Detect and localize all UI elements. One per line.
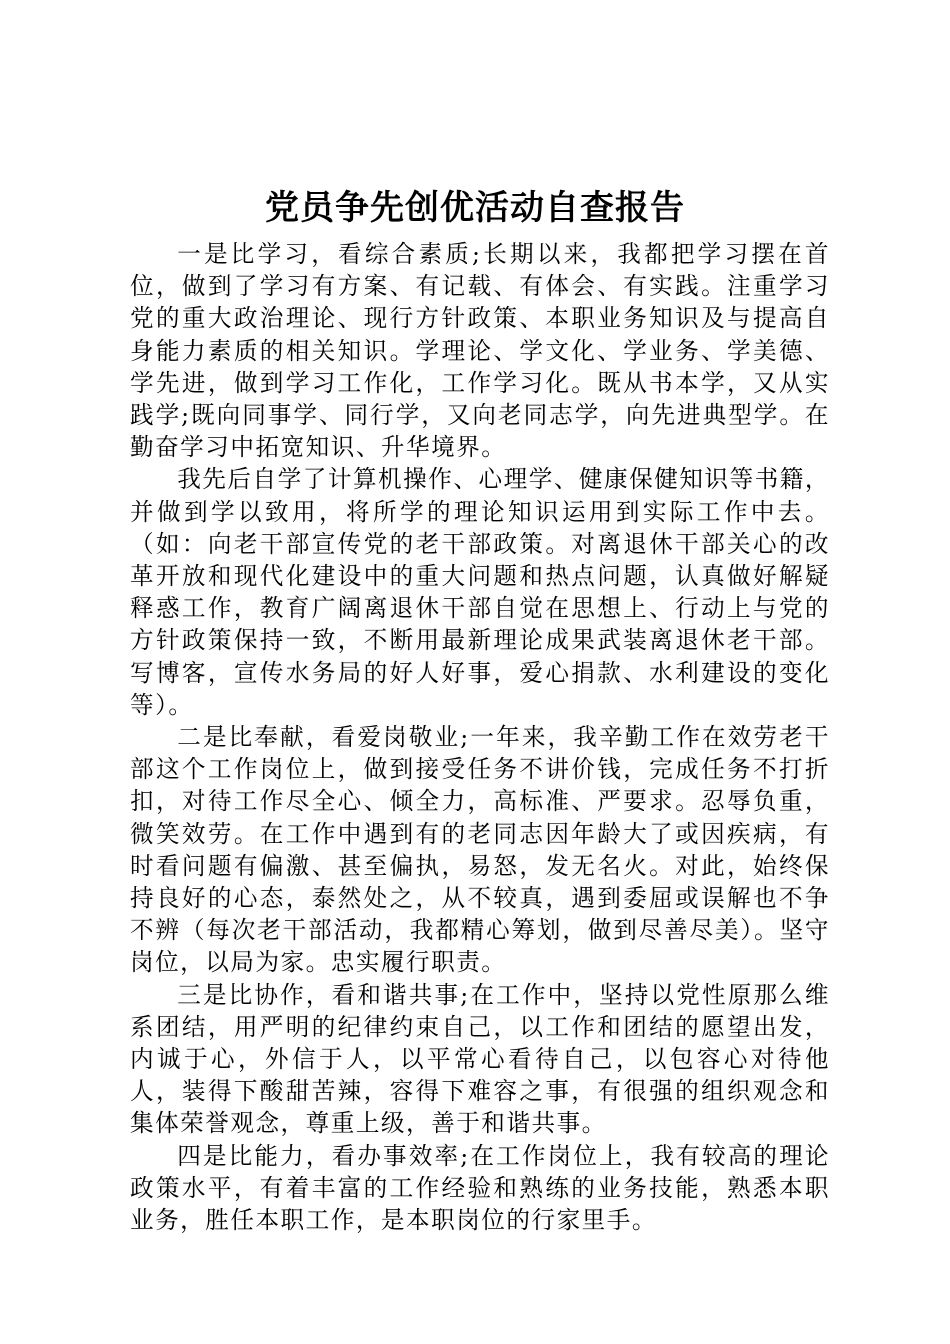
document-body: [130, 238, 830, 1236]
paragraph-dedication: 二是比奉献，看爱岗敬业;一年来，我辛勤工作在效劳老干部这个工作岗位上，做到接受任务不讲价钱，完成任务不打折扣，对待工作尽全心、倾全力，高标准、严要求。忍辱负重，微笑效劳。在工作中遇到有的老同志因年龄大了或因疾病，有时看问题有偏激、甚至偏执，易怒，发无名火。对此，始终保持良好的心态，泰然处之，从不较真，遇到委屈或误解也不争不辨（每次老干部活动，我都精心筹划，做到尽善尽美）。坚守岗位，以局为家。忠实履行职责。: [130, 723, 830, 977]
paragraph-cooperation: 三是比协作，看和谐共事;在工作中，坚持以党性原那么维系团结，用严明的纪律约束自己，以工作和团结的愿望出发，内诚于心，外信于人，以平常心看待自己，以包容心对待他人，装得下酸甜苦辣，容得下难容之事，有很强的组织观念和集体荣誉观念，尊重上级，善于和谐共事。: [130, 980, 830, 1138]
paragraph-study: 一是比学习，看综合素质;长期以来，我都把学习摆在首位，做到了学习有方案、有记载、有体会、有实践。注重学习党的重大政治理论、现行方针政策、本职业务知识及与提高自身能力素质的相关知识。学理论、学文化、学业务、学美德、学先进，做到学习工作化，工作学习化。既从书本学，又从实践学;既向同事学、同行学，又向老同志学，向先进典型学。在勤奋学习中拓宽知识、升华境界。: [130, 240, 830, 462]
document-title: 党员争先创优活动自查报告: [265, 188, 685, 228]
paragraph-self-study: 我先后自学了计算机操作、心理学、健康保健知识等书籍，并做到学以致用，将所学的理论知识运用到实际工作中去。（如：向老干部宣传党的老干部政策。对离退休干部关心的改革开放和现代化建设中的重大问题和热点问题，认真做好解疑释惑工作，教育广阔离退休干部自觉在思想上、行动上与党的方针政策保持一致，不断用最新理论成果武装离退休老干部。写博客，宣传水务局的好人好事，爱心捐款、水利建设的变化等）。: [130, 465, 830, 719]
paragraph-ability: 四是比能力，看办事效率;在工作岗位上，我有较高的理论政策水平，有着丰富的工作经验和熟练的业务技能，熟悉本职业务，胜任本职工作，是本职岗位的行家里手。: [130, 1141, 830, 1235]
